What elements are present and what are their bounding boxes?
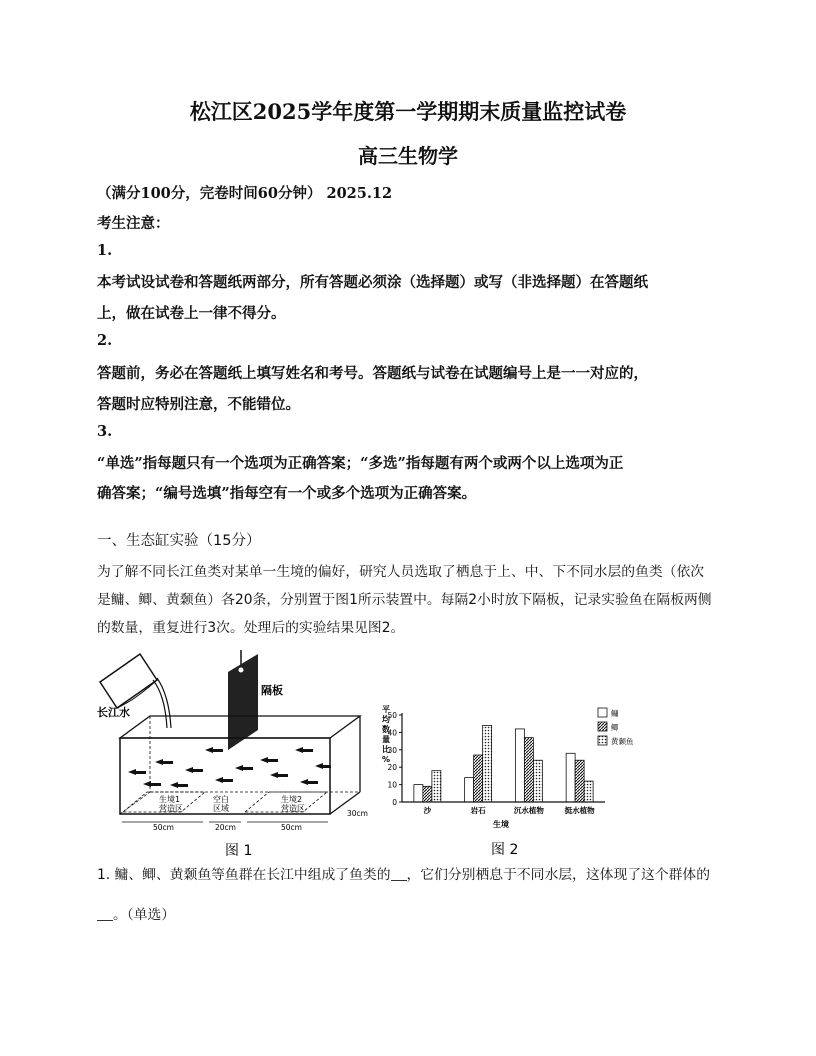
answer-blank[interactable] bbox=[391, 867, 407, 881]
exam-subtitle: 高三生物学 bbox=[358, 144, 458, 168]
x-tick-label: 沙 bbox=[423, 806, 432, 815]
question-text: 。（单选） bbox=[113, 907, 176, 923]
bar bbox=[515, 729, 524, 802]
y-axis-label-char: 均 bbox=[382, 715, 390, 724]
notice-item-number: 1. bbox=[97, 242, 113, 259]
zone-1-label: 营造区 bbox=[159, 804, 183, 813]
bar bbox=[432, 771, 441, 802]
fish-group bbox=[128, 747, 331, 788]
legend-swatch bbox=[598, 722, 607, 731]
bar bbox=[584, 781, 593, 802]
notice-item-text: 答题前，务必在答题纸上填写姓名和考号。答题纸与试卷在试题编号上是一一对应的， bbox=[97, 365, 648, 382]
bar bbox=[533, 760, 542, 802]
bar bbox=[474, 755, 483, 802]
notice-item-number: 3. bbox=[97, 423, 113, 440]
legend-label: 鲫 bbox=[611, 723, 619, 732]
notice-heading: 考生注意： bbox=[97, 215, 170, 232]
legend-label: 鳙 bbox=[611, 709, 619, 718]
legend-label: 黄颡鱼 bbox=[611, 737, 634, 746]
water-label: 长江水 bbox=[97, 706, 130, 719]
y-tick-label: 0 bbox=[392, 798, 397, 807]
figure-1-apparatus bbox=[95, 650, 385, 865]
legend-swatch bbox=[598, 708, 607, 717]
dimension-left: 50cm bbox=[153, 823, 174, 832]
notice-item-text: 确答案；“编号选填”指每空有一个或多个选项为正确答案。 bbox=[97, 485, 477, 502]
blank-zone-label: 区域 bbox=[213, 804, 229, 813]
zone-2-label: 营造区 bbox=[281, 804, 305, 813]
question-text: ，它们分别栖息于不同水层，这体现了这个群体的 bbox=[406, 867, 711, 883]
bar bbox=[465, 778, 474, 802]
dimension-right: 50cm bbox=[281, 823, 302, 832]
answer-blank[interactable] bbox=[97, 907, 113, 921]
intro-line: 的数量，重复进行3次。处理后的实验结果见图2。 bbox=[97, 620, 405, 636]
y-tick-label: 30 bbox=[387, 745, 397, 755]
y-tick-label: 20 bbox=[387, 763, 397, 773]
section-heading: 一、生态缸实验（15分） bbox=[97, 533, 261, 549]
bar bbox=[575, 760, 584, 802]
notice-item-text: 答题时应特别注意，不能错位。 bbox=[97, 396, 300, 413]
legend-swatch bbox=[598, 736, 607, 745]
notice-item-text: “单选”指每题只有一个选项为正确答案；“多选”指每题有两个或两个以上选项为正 bbox=[97, 455, 624, 472]
y-axis-label-char: 数 bbox=[382, 725, 390, 734]
intro-line: 是鳙、鲫、黄颡鱼）各20条，分别置于图1所示装置中。每隔2小时放下隔板，记录实验鱼在隔板两侧 bbox=[97, 592, 712, 608]
divider-board bbox=[228, 654, 258, 750]
bar bbox=[566, 753, 575, 802]
dimension-middle: 20cm bbox=[215, 823, 236, 832]
y-axis-label-char: 比 bbox=[382, 745, 390, 754]
question-1 bbox=[97, 862, 712, 888]
y-tick-label: 40 bbox=[387, 728, 397, 738]
zone-2-label: 生境2 bbox=[281, 795, 303, 804]
question-text: 1. 鳙、鲫、黄颡鱼等鱼群在长江中组成了鱼类的 bbox=[97, 867, 391, 883]
exam-info: （满分100分，完卷时间60分钟） 2025.12 bbox=[97, 185, 393, 202]
bar bbox=[483, 725, 492, 802]
section-intro bbox=[97, 558, 712, 642]
figure-2-chart bbox=[370, 690, 670, 865]
blank-zone-label: 空白 bbox=[213, 795, 229, 804]
zone-1-label: 生境1 bbox=[159, 795, 181, 804]
divider-label: 隔板 bbox=[261, 684, 283, 697]
x-tick-label: 岩石 bbox=[470, 806, 486, 815]
notice-item-text: 上，做在试卷上一律不得分。 bbox=[97, 305, 286, 322]
y-axis-label-char: % bbox=[382, 755, 391, 764]
figure-2-caption: 图 2 bbox=[491, 842, 519, 858]
bar bbox=[423, 786, 432, 802]
x-tick-label: 挺水植物 bbox=[564, 806, 595, 815]
x-tick-label: 沉水植物 bbox=[513, 806, 544, 815]
intro-line: 为了解不同长江鱼类对某单一生境的偏好，研究人员选取了栖息于上、中、下不同水层的鱼类（依次 bbox=[97, 564, 705, 580]
bar bbox=[524, 738, 533, 802]
notice-item-number: 2. bbox=[97, 332, 113, 349]
y-tick-label: 50 bbox=[387, 711, 397, 720]
y-axis-label-char: 量 bbox=[382, 735, 390, 744]
dimension-depth: 30cm bbox=[347, 809, 368, 818]
question-1-continued bbox=[97, 901, 712, 929]
y-axis-label-char: 平 bbox=[382, 705, 390, 714]
notice-item-text: 本考试设试卷和答题纸两部分，所有答题必须涂（选择题）或写（非选择题）在答题纸 bbox=[97, 274, 648, 291]
x-axis-title: 生境 bbox=[493, 820, 509, 829]
figure-1-caption: 图 1 bbox=[225, 843, 253, 859]
y-tick-label: 10 bbox=[387, 780, 397, 790]
exam-title: 松江区2025学年度第一学期期末质量监控试卷 bbox=[189, 99, 627, 124]
bar bbox=[414, 785, 423, 802]
